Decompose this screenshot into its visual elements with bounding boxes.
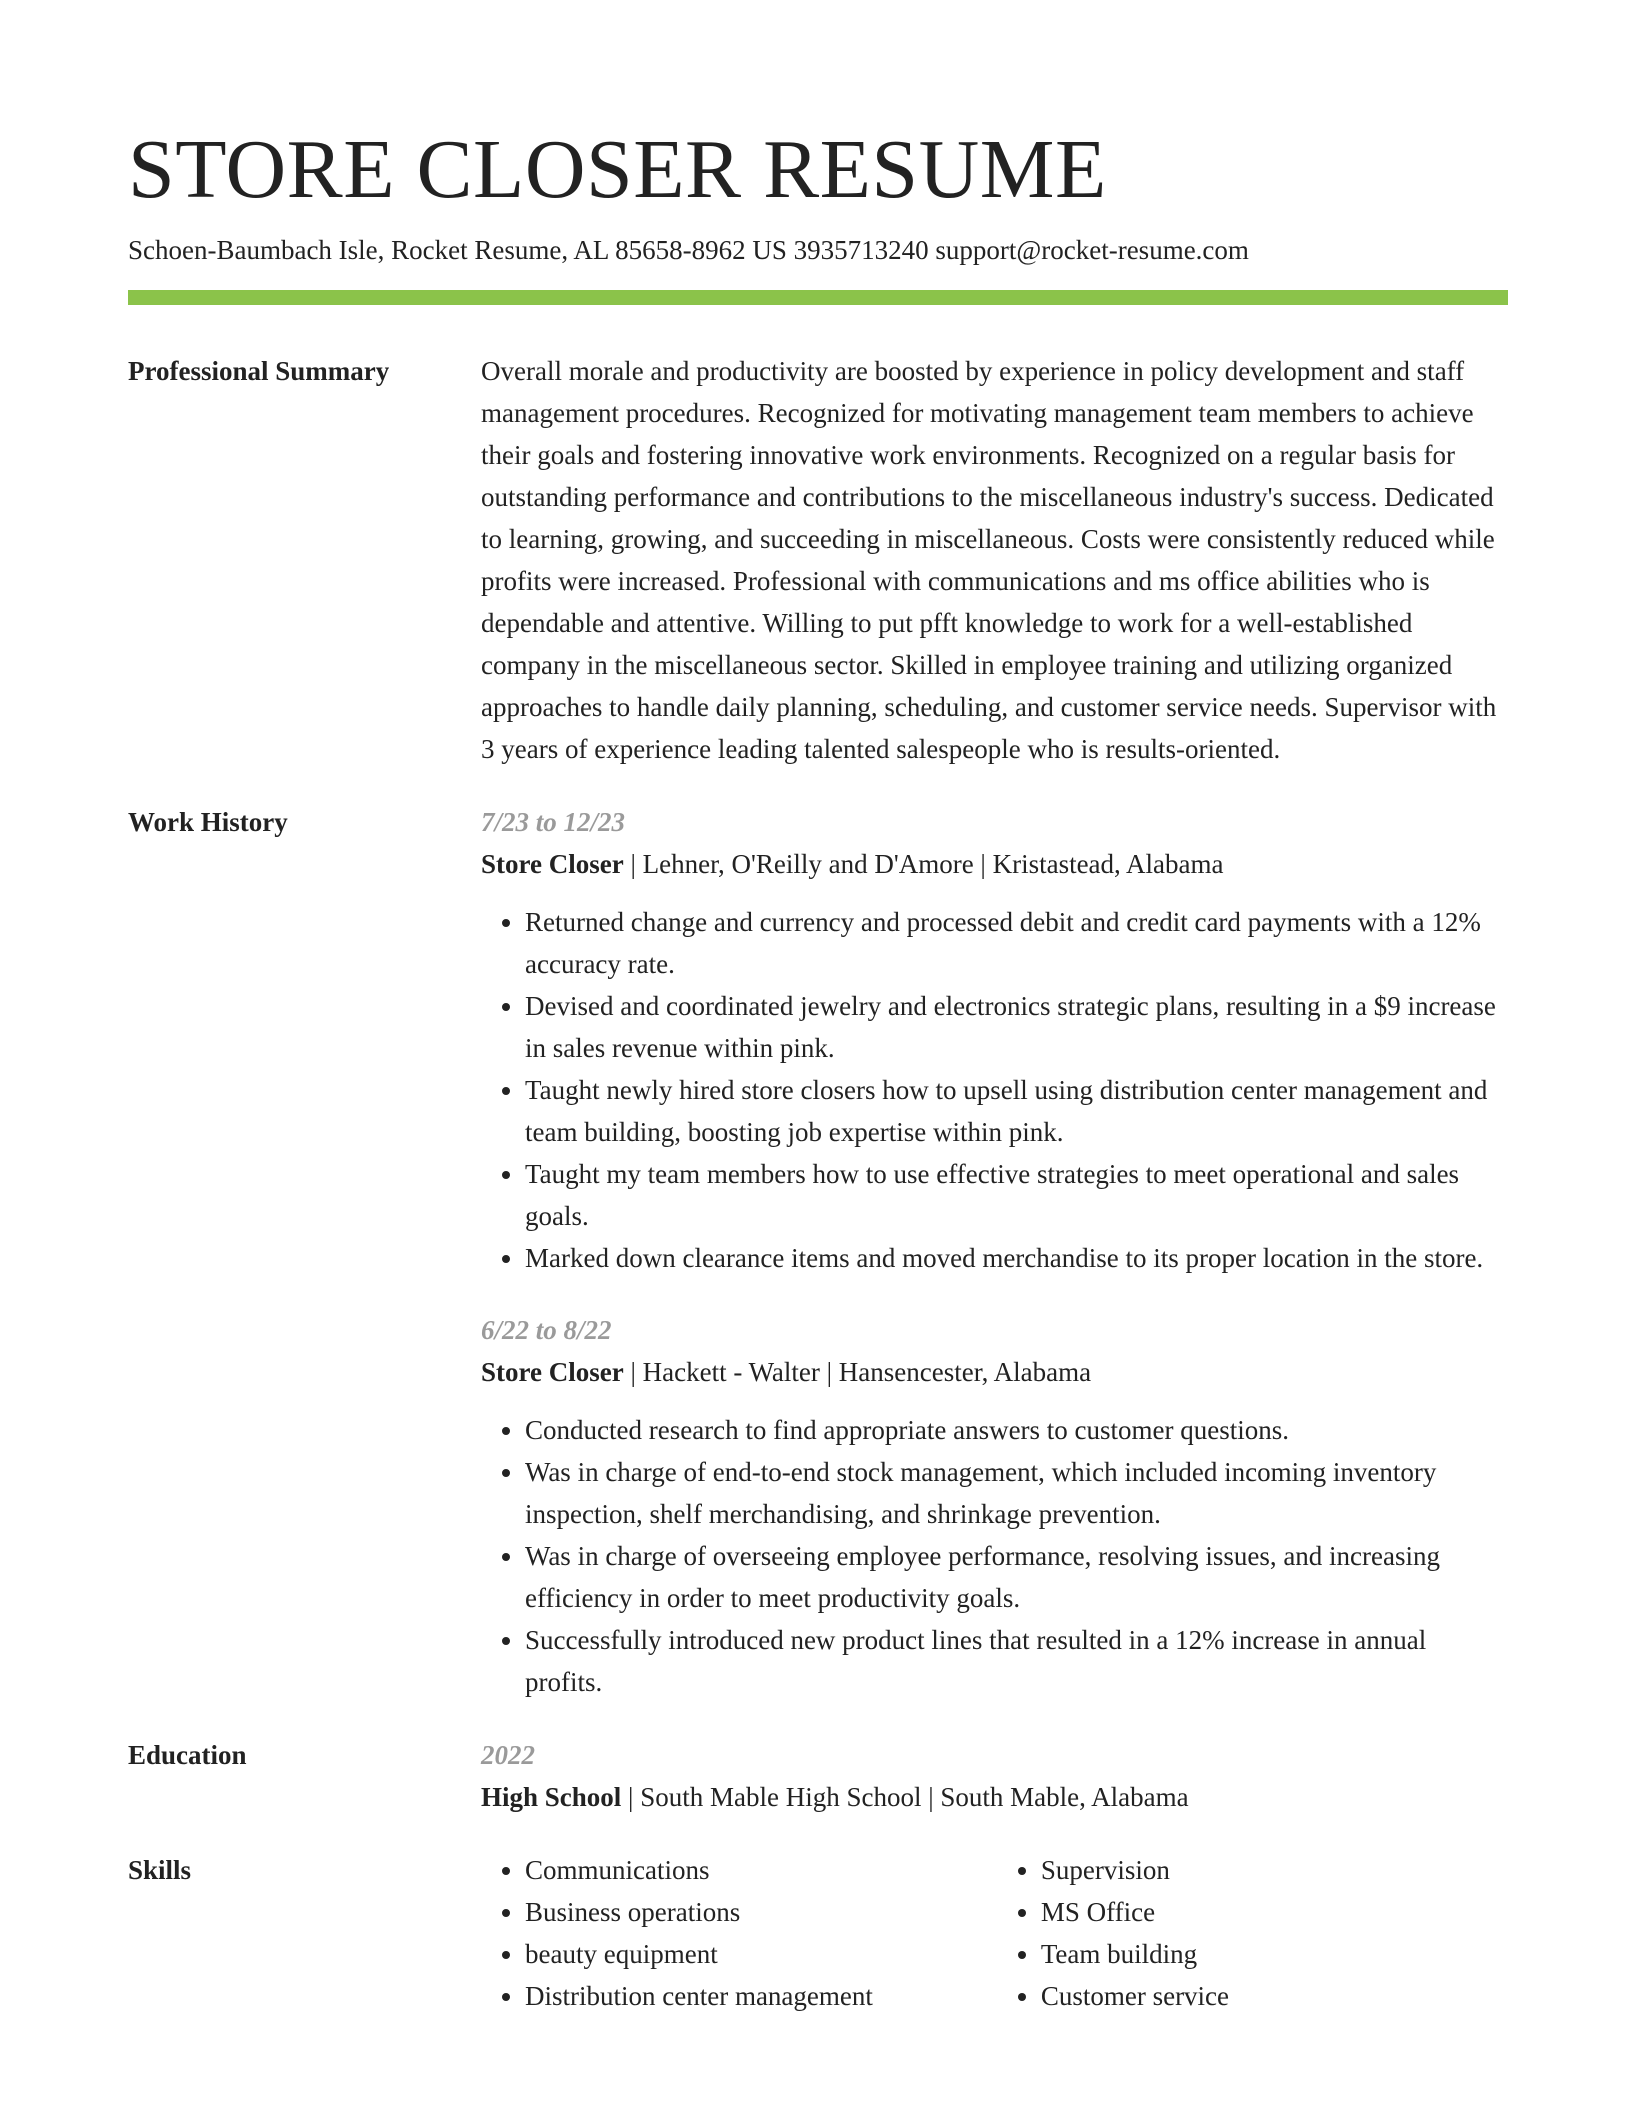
job-role: Store Closer <box>481 849 624 879</box>
skill-item: • Distribution center management <box>525 1975 997 2017</box>
skills-columns <box>481 1849 1508 2017</box>
job-bullet: • Successfully introduced new product lines that resulted in a 12% increase in annual profits. <box>525 1619 1508 1703</box>
job-bullets <box>481 1409 1508 1703</box>
work-history-body <box>481 801 1508 1703</box>
header-accent-rule <box>128 290 1508 305</box>
section-title-education: Education <box>128 1740 247 1770</box>
skill-item: • Team building <box>1041 1933 1508 1975</box>
job-role: Store Closer <box>481 1357 624 1387</box>
job-bullets <box>481 901 1508 1279</box>
skills-section <box>128 1849 1508 2017</box>
resume-page <box>128 0 1508 2017</box>
job-heading <box>481 1351 1508 1393</box>
job-bullet: • Taught newly hired store closers how to upsell using distribution center management and team building, boosting job expertise within pink. <box>525 1069 1508 1153</box>
section-title-summary: Professional Summary <box>128 356 390 386</box>
work-history-section <box>128 801 1508 1703</box>
education-section <box>128 1734 1508 1818</box>
skill-item: • MS Office <box>1041 1891 1508 1933</box>
skills-column-left <box>481 1849 997 2017</box>
skills-body <box>481 1849 1508 2017</box>
job-dates: 6/22 to 8/22 <box>481 1315 612 1345</box>
education-details: | South Mable High School | South Mable, Alabama <box>621 1782 1189 1812</box>
summary-body <box>481 350 1508 770</box>
skill-item: • Customer service <box>1041 1975 1508 2017</box>
job-bullet: • Devised and coordinated jewelry and electronics strategic plans, resulting in a $9 increase in sales revenue within pink. <box>525 985 1508 1069</box>
job-bullet: • Marked down clearance items and moved merchandise to its proper location in the store. <box>525 1237 1508 1279</box>
job-details: | Hackett - Walter | Hansencester, Alabama <box>623 1357 1092 1387</box>
job-bullet: • Taught my team members how to use effective strategies to meet operational and sales goals. <box>525 1153 1508 1237</box>
resume-title: STORE CLOSER RESUME <box>128 123 1107 216</box>
skill-item: • Business operations <box>525 1891 997 1933</box>
job-dates: 7/23 to 12/23 <box>481 807 626 837</box>
job-bullet: • Was in charge of end-to-end stock management, which included incoming inventory inspection, shelf merchandising, and shrinkage prevention. <box>525 1451 1508 1535</box>
skill-item: • Supervision <box>1041 1849 1508 1891</box>
contact-line: Schoen-Baumbach Isle, Rocket Resume, AL 85658-8962 US 3935713240 support@rocket-resume.com <box>128 235 1249 265</box>
job-entry <box>481 801 1508 1279</box>
education-degree: High School <box>481 1782 622 1812</box>
job-bullet: • Returned change and currency and processed debit and credit card payments with a 12% accuracy rate. <box>525 901 1508 985</box>
skills-column-right <box>997 1849 1508 2017</box>
education-heading <box>481 1776 1508 1818</box>
section-title-skills: Skills <box>128 1855 192 1885</box>
job-heading <box>481 843 1508 885</box>
job-bullet: • Was in charge of overseeing employee performance, resolving issues, and increasing efficiency in order to meet productivity goals. <box>525 1535 1508 1619</box>
education-year: 2022 <box>481 1740 535 1770</box>
summary-section <box>128 350 1508 770</box>
skill-item: • beauty equipment <box>525 1933 997 1975</box>
education-body <box>481 1734 1508 1818</box>
skill-item: • Communications <box>525 1849 997 1891</box>
job-bullet: • Conducted research to find appropriate answers to customer questions. <box>525 1409 1508 1451</box>
job-details: | Lehner, O'Reilly and D'Amore | Kristastead, Alabama <box>623 849 1224 879</box>
summary-text: Overall morale and productivity are boosted by experience in policy development and staff management procedures. Recognized for motivating management team members to achieve their goals and fostering innovative work environments. Recognized on a regular basis for outstanding performance and contributions to the miscellaneous industry's success. Dedicated to learning, growing, and succeeding in miscellaneous. Costs were consistently reduced while profits were increased. Professional with communications and ms office abilities who is dependable and attentive. Willing to put pfft knowledge to work for a well-established company in the miscellaneous sector. Skilled in employee training and utilizing organized approaches to handle daily planning, scheduling, and customer service needs. Supervisor with 3 years of experience leading talented salespeople who is results-oriented. <box>481 356 1497 764</box>
section-title-work-history: Work History <box>128 807 288 837</box>
job-entry <box>481 1309 1508 1703</box>
